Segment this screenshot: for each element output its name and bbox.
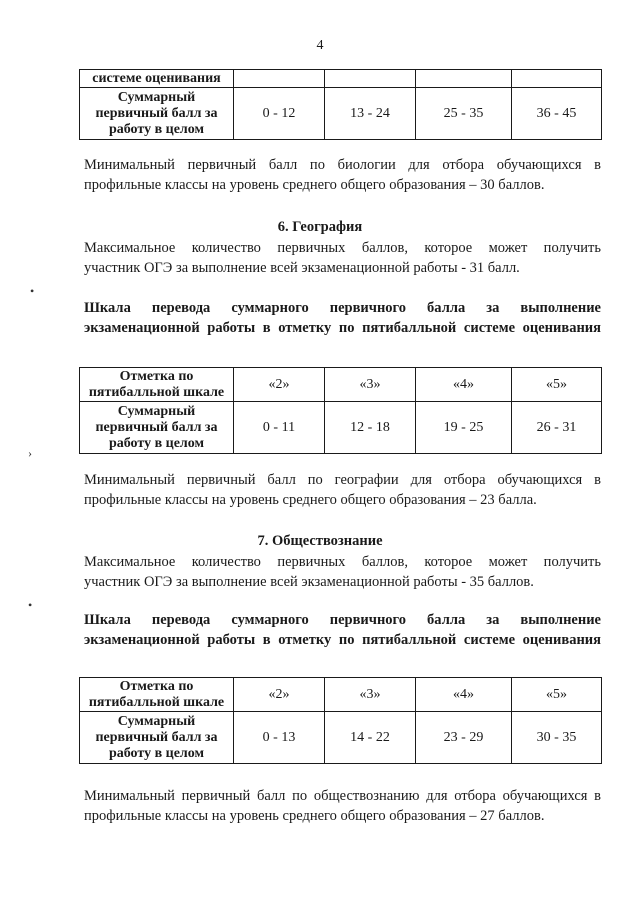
section-title-geography: 6. География — [277, 219, 363, 235]
table-cell: 23 - 29 — [416, 712, 512, 764]
grade-header: «5» — [512, 368, 602, 402]
header-label: Отметка по пятибалльной шкале — [80, 368, 234, 402]
page-number: 4 — [316, 38, 324, 53]
margin-mark: › — [28, 446, 32, 460]
table-cell: 25 - 35 — [416, 88, 512, 140]
biology-grade-table — [79, 69, 602, 140]
margin-mark: • — [30, 284, 35, 298]
grade-header: «3» — [325, 368, 416, 402]
row-label: Суммарный первичный балл за работу в целом — [80, 88, 234, 140]
social-max-score: Максимальное количество первичных баллов, которое может получить участник ОГЭ за выполнение всей экзаменационной работы - 35 баллов. — [84, 554, 601, 590]
margin-mark: • — [28, 598, 33, 612]
row-label: Суммарный первичный балл за работу в целом — [80, 712, 234, 764]
biology-min-score-note: Минимальный первичный балл по биологии для отбора обучающихся в профильные классы на уровень среднего общего образования – 30 баллов. — [84, 157, 601, 193]
table-cell: 13 - 24 — [325, 88, 416, 140]
table-cell: 0 - 12 — [234, 88, 325, 140]
row-label: системе оценивания — [80, 70, 234, 88]
table-row — [80, 70, 602, 88]
table-cell: 30 - 35 — [512, 712, 602, 764]
grade-header: «2» — [234, 368, 325, 402]
social-min-score-note: Минимальный первичный балл по обществознанию для отбора обучающихся в профильные классы на уровень среднего общего образования – 27 баллов. — [84, 788, 601, 824]
section-title-social-studies: 7. Обществознание — [257, 533, 383, 549]
geography-scale-heading: Шкала перевода суммарного первичного балла за выполнение экзаменационной работы в отметку по пятибалльной системе оценивания — [84, 300, 601, 336]
table-header-row — [80, 678, 602, 712]
table-cell: 36 - 45 — [512, 88, 602, 140]
table-row — [80, 712, 602, 764]
social-scale-heading: Шкала перевода суммарного первичного балла за выполнение экзаменационной работы в отметку по пятибалльной системе оценивания — [84, 612, 601, 648]
table-cell: 12 - 18 — [325, 402, 416, 454]
geography-max-score: Максимальное количество первичных баллов, которое может получить участник ОГЭ за выполнение всей экзаменационной работы - 31 балл. — [84, 240, 601, 276]
geography-grade-table — [79, 367, 602, 454]
grade-header: «3» — [325, 678, 416, 712]
table-row — [80, 88, 602, 140]
grade-header: «5» — [512, 678, 602, 712]
grade-header: «4» — [416, 368, 512, 402]
row-label: Суммарный первичный балл за работу в целом — [80, 402, 234, 454]
grade-header: «4» — [416, 678, 512, 712]
table-cell: 26 - 31 — [512, 402, 602, 454]
table-header-row — [80, 368, 602, 402]
table-row — [80, 402, 602, 454]
geography-min-score-note: Минимальный первичный балл по географии для отбора обучающихся в профильные классы на уровень среднего общего образования – 23 балла. — [84, 472, 601, 508]
table-cell: 0 - 13 — [234, 712, 325, 764]
table-cell: 19 - 25 — [416, 402, 512, 454]
table-cell: 14 - 22 — [325, 712, 416, 764]
grade-header: «2» — [234, 678, 325, 712]
table-cell: 0 - 11 — [234, 402, 325, 454]
social-grade-table — [79, 677, 602, 764]
header-label: Отметка по пятибалльной шкале — [80, 678, 234, 712]
